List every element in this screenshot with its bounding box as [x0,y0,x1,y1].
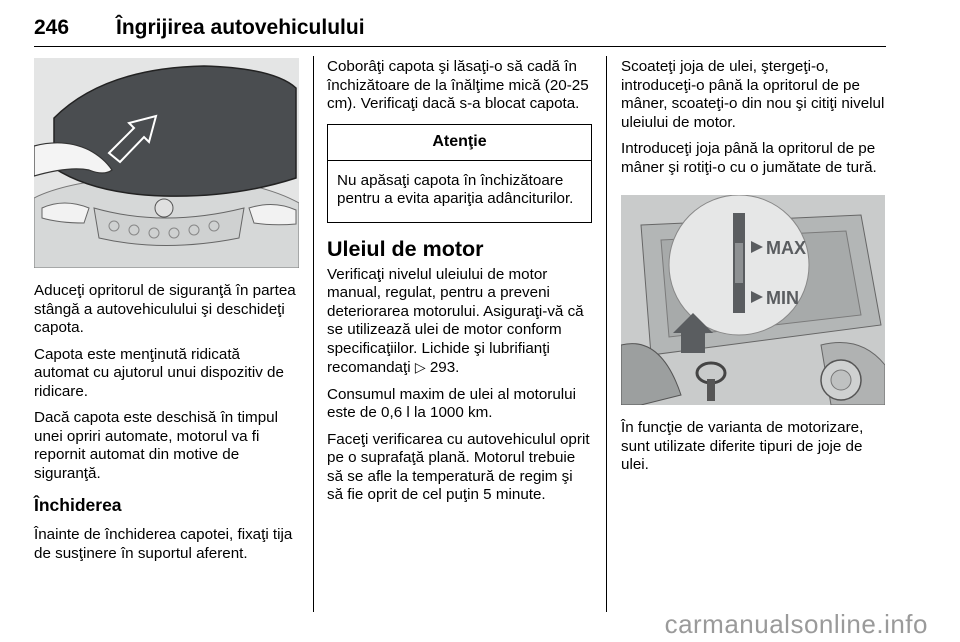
paragraph: Capota este menţinută ridicată automat cu ajutorul unui dispozitiv de ridicare. [34,345,284,400]
column-left [34,58,299,571]
column-divider [606,56,607,612]
paragraph: Faceţi verificarea cu autovehiculul oprit pe o suprafaţă plană. Motorul trebuie să se afle la temperatură de regim şi să fie oprit de cel puţin 5 minute. [327,430,590,503]
paragraph: Introduceţi joja până la opritorul de pe mâner şi rotiţi-o cu o jumătate de tură. [621,140,877,176]
paragraph: Verificaţi nivelul uleiului de motor manual, regulat, pentru a preveni deteriorarea motorului. Asiguraţi-vă că se utilizează ulei de motor conform specificaţiilor. Lichide şi lubrifianţi recomandaţi ▷ 293. [327,265,584,376]
page-number: 246 [34,16,70,39]
paragraph: Dacă capota este deschisă în timpul unei opriri automate, motorul va fi repornit automat din motive de siguranţă. [34,409,278,482]
paragraph-text: Verificaţi nivelul uleiului de motor manual, regulat, pentru a preveni deteriorarea motorului. Asiguraţi-vă că se utilizează ulei de motor conform specificaţiilor. Lichide şi lubrifianţi recomandaţi [327,265,584,376]
paragraph: Scoateţi joja de ulei, ştergeţi-o, introduceţi-o până la opritorul de pe mâner, scoateţi-o din nou şi citiţi nivelul uleiului de motor. [621,58,885,131]
notice-text: Nu apăsaţi capota în închizătoare pentru a evita apariţia adânciturilor. [337,171,574,207]
page-header [34,10,886,47]
min-label: MIN [766,288,799,308]
notice-title: Atenţie [328,125,591,161]
hood-opening-illustration [34,58,299,268]
column-middle [327,58,592,513]
paragraph: Coborâţi capota şi lăsaţi-o să cadă în închizătoare de la înălţime mică (20-25 cm). Verificaţi dacă s-a blocat capota. [327,58,589,112]
paragraph: Consumul maxim de ulei al motorului este de 0,6 l la 1000 km. [327,385,577,421]
dipstick-illustration [621,195,885,405]
section-heading-closing: Închiderea [34,495,122,515]
paragraph: În funcţie de varianta de motorizare, sunt utilizate diferite tipuri de joje de ulei. [621,419,864,473]
max-label: MAX [766,238,806,258]
car-hood-illustration [34,58,299,268]
page-title: Îngrijirea autovehiculului [116,16,365,39]
engine-bay-illustration [621,195,885,405]
notice-box [327,124,592,223]
column-right [621,58,887,483]
section-heading-engine-oil: Uleiul de motor [327,236,484,261]
paragraph: Aduceţi opritorul de siguranţă în partea stângă a autovehiculului şi deschideţi capota. [34,282,296,336]
paragraph: Înainte de închiderea capotei, fixaţi tija de susţinere în suportul aferent. [34,526,293,562]
page-reference-icon: ▷ [414,359,426,375]
watermark: carmanualsonline.info [664,609,928,639]
column-divider [313,56,314,612]
page-reference: 293 [429,359,456,376]
